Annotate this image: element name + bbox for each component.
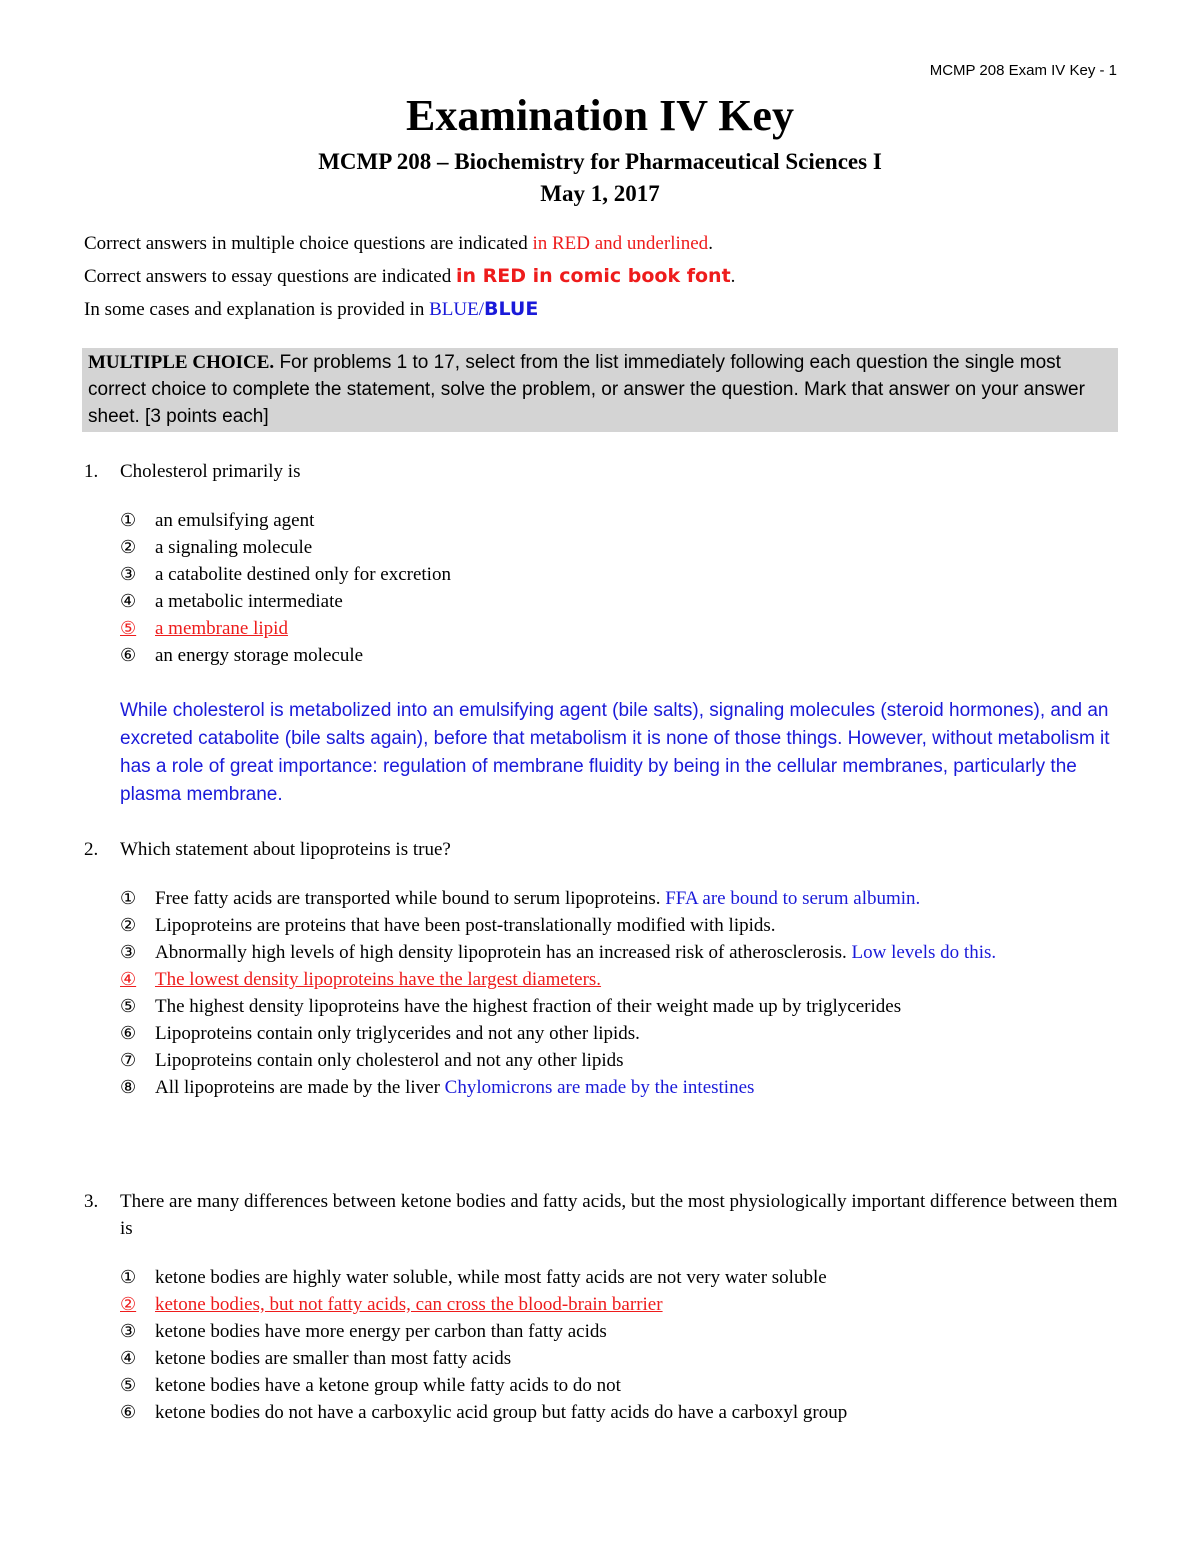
option: ⑧ All lipoproteins are made by the liver Chylomicrons are made by the intestines — [120, 1077, 755, 1098]
question-3 — [84, 1188, 1124, 1426]
question-number: 3. — [84, 1191, 99, 1212]
option: ⑤ ketone bodies have a ketone group while fatty acids to do not — [120, 1375, 621, 1396]
question-number: 1. — [84, 461, 99, 482]
exam-date: May 1, 2017 — [540, 181, 660, 206]
option: ③ ketone bodies have more energy per carbon than fatty acids — [120, 1321, 607, 1342]
answer-legend — [84, 230, 735, 329]
option: ⑤ The highest density lipoproteins have the highest fraction of their weight made up by triglycerides — [120, 996, 902, 1017]
option: ② Lipoproteins are proteins that have been post-translationally modified with lipids. — [120, 915, 776, 936]
question-stem: Which statement about lipoproteins is true? — [120, 839, 451, 860]
legend-line-essay: Correct answers to essay questions are indicated in RED in comic book font. — [84, 265, 736, 287]
legend-line-explanation: In some cases and explanation is provided in BLUE/BLUE — [84, 298, 539, 320]
legend-blue: BLUE — [429, 299, 479, 320]
explanation-note: FFA are bound to serum albumin. — [665, 888, 921, 909]
question-number: 2. — [84, 839, 99, 860]
option: ① Free fatty acids are transported while bound to serum lipoproteins. FFA are bound to serum albumin. — [120, 888, 921, 909]
page-title: Examination IV Key — [406, 91, 794, 140]
multiple-choice-instructions — [82, 348, 1118, 432]
correct-option: ④ The lowest density lipoproteins have the largest diameters. — [120, 969, 602, 990]
option: ⑥ ketone bodies do not have a carboxylic acid group but fatty acids do have a carboxyl group — [120, 1402, 848, 1423]
explanation-note: Low levels do this. — [851, 942, 997, 963]
question-stem: There are many differences between ketone bodies and fatty acids, but the most physiologically important difference between them is — [120, 1191, 1118, 1239]
question-2 — [84, 836, 1124, 1101]
option: ③ a catabolite destined only for excretion — [120, 564, 451, 585]
option: ④ a metabolic intermediate — [120, 591, 343, 612]
option: ⑥ Lipoproteins contain only triglycerides and not any other lipids. — [120, 1023, 640, 1044]
mc-body: For problems 1 to 17, select from the list immediately following each question the single most correct choice to complete the statement, solve the problem, or answer the question. Mark that answer on your answer sheet. [3 points each] — [88, 352, 1085, 427]
option-list — [120, 885, 1124, 1101]
legend-red-comic: in RED in comic book font — [455, 265, 731, 287]
course-title: MCMP 208 – Biochemistry for Pharmaceutical Sciences I — [318, 149, 882, 174]
legend-blue-comic: BLUE — [483, 298, 539, 320]
question-stem: Cholesterol primarily is — [120, 461, 301, 482]
option: ① an emulsifying agent — [120, 510, 315, 531]
option: ① ketone bodies are highly water soluble, while most fatty acids are not very water soluble — [120, 1267, 827, 1288]
option: ⑥ an energy storage molecule — [120, 645, 364, 666]
page-header: MCMP 208 Exam IV Key - 1 — [929, 62, 1117, 79]
mc-heading: MULTIPLE CHOICE. — [88, 352, 275, 373]
option: ③ Abnormally high levels of high density lipoprotein has an increased risk of atherosclerosis. Low levels do this. — [120, 942, 997, 963]
option: ② a signaling molecule — [120, 537, 313, 558]
legend-red-underline: in RED and underlined — [532, 233, 709, 254]
legend-line-mc: Correct answers in multiple choice questions are indicated in RED and underlined. — [84, 233, 713, 254]
explanation: While cholesterol is metabolized into an emulsifying agent (bile salts), signaling molecules (steroid hormones), and an excreted catabolite (bile salts again), before that metabolism it is none of those things. However, without metabolism it has a role of great importance: regulation of membrane fluidity by being in the cellular membranes, particularly the plasma membrane. — [120, 700, 1110, 805]
correct-option: ② ketone bodies, but not fatty acids, can cross the blood-brain barrier — [120, 1294, 663, 1315]
option: ⑦ Lipoproteins contain only cholesterol and not any other lipids — [120, 1050, 624, 1071]
option-list — [120, 507, 1124, 669]
option: ④ ketone bodies are smaller than most fatty acids — [120, 1348, 512, 1369]
correct-option: ⑤ a membrane lipid — [120, 618, 288, 639]
title-block — [0, 88, 1200, 210]
question-1 — [84, 458, 1124, 809]
option-list — [120, 1264, 1124, 1426]
explanation-note: Chylomicrons are made by the intestines — [444, 1077, 755, 1098]
